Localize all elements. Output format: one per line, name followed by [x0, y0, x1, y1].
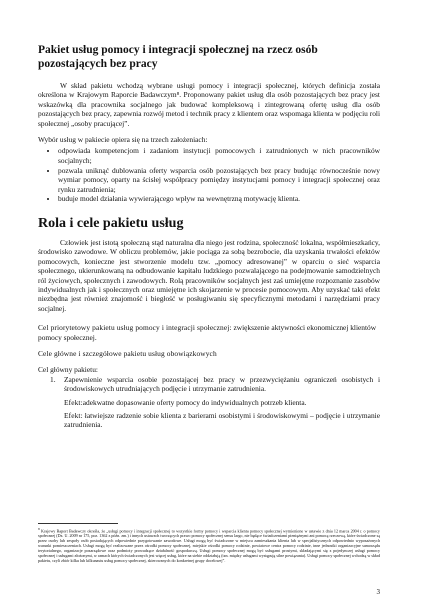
paragraph-role: Człowiek jest istotą społeczną stąd naturalna dla niego jest rodzina, społeczność lokalna, współmieszkańcy, środowisko zawodowe. W obliczu problemów, jakie pociąga za sobą bezrobocie, dla uzyskania trwałości efektów pomocowych, konieczne jest stworzenie modelu tzw. „pomocy adresowanej” w oparciu o sieć wsparcia społecznego, ukierunkowaną na odbudowanie kapitału ludzkiego pozwalającego na podejmowanie samodzielnych ról życiowych, społecznych i zawodowych. Rolą pracowników socjalnych jest zaś umiejętne rozpoznanie zasobów indywidualnych jak i społecznych oraz umiejętne ich skojarzenie w procesie pomocowym. Aby uzyskać taki efekt niezbędna jest również znajomość i biegłość w posługiwaniu się specyficznymi metodami i narzędziami pracy socjalnej. [38, 237, 380, 313]
page-number: 3 [376, 588, 380, 596]
main-goal-item [38, 375, 380, 394]
paragraph-priority-goal [38, 323, 380, 342]
section-heading-pakiet: Pakiet usług pomocy i integracji społecznej na rzecz osób pozostających bez pracy [38, 44, 318, 70]
goals-heading: Cele główne i szczegółowe pakietu usług obowiązkowych [38, 348, 217, 358]
effect-1-label: Efekt: [64, 397, 83, 407]
footnote-number: 8 [38, 527, 40, 531]
paragraph-intro: W skład pakietu wchodzą wybrane usługi pomocy i integracji społecznej, których definicja została określona w Krajowym Raporcie Badawczym⁸. Proponowany pakiet usług dla osób pozostających bez pracy jest wskazówką dla pracownika socjalnego jak budować kompleksową i zintegrowaną ofertę usług dla osób pozostających bez pracy, zapewnia rozwój metod i technik pracy z klientem oraz wspomaga klienta w podjęciu roli społecznej „osoby pracującej”. [38, 81, 380, 128]
effect-2-label: Efekt: [64, 410, 83, 420]
assumption-item: • odpowiada kompetencjom i zadaniom instytucji pomocowych i zatrudnionych w nich pracowników socjalnych; [58, 146, 380, 165]
main-goal-label: Cel główny pakietu: [38, 365, 98, 375]
assumptions-list [38, 146, 380, 203]
page-content [38, 44, 380, 430]
section-heading-rola: Rola i cele pakietu usług [38, 215, 184, 231]
priority-goal-text: zwiększenie aktywności ekonomicznej klientów pomocy społecznej. [38, 323, 377, 342]
footnote-8 [38, 527, 380, 563]
effect-1 [64, 398, 380, 407]
effect-1-text: adekwatne dopasowanie oferty pomocy do indywidualnych potrzeb klienta. [82, 397, 307, 407]
main-goal-number: 1. [50, 374, 56, 384]
priority-goal-label: Cel priorytetowy pakietu usług pomocy i integracji społecznej: [38, 323, 232, 333]
effect-2 [64, 411, 380, 430]
paragraph-assumptions-intro: Wybór usług w pakiecie opiera się na trzech założeniach: [38, 135, 208, 145]
effect-2-text: łatwiejsze radzenie sobie klienta z barierami osobistymi i środowiskowymi – podjęcie i utrzymanie zatrudnienia. [64, 410, 380, 430]
footnote-rule [38, 523, 118, 524]
footnote-text: Krajowy Raport Badawczy określa, że „usługi pomocy i integracji społecznej to wszystkie formy pomocy i wsparcia klienta pomocy społecznej wymienione w ustawie z dnia 12 marca 2004 r. o pomocy społecznej (Dz. U. 2009 nr 175, poz. 1362 z późn. zm.) i innych ustawach tworzących prawo pomocy społecznej sensu largo, nie będące świadczeniami pieniężnymi ani pomocą rzeczową, które świadczone są przez osoby lub zespoły osób posiadających odpowiednie przygotowanie zawodowe. Usługi mogą być świadczone w miejscu zamieszkania klienta lub w specjalistycznych odpowiednio wyposażonych warunki pomieszczeniach. Usługi mogą być realizowane przez ośrodki pomocy społecznej, miejskie ośrodki pomocy rodzinie, powiatowe centra pomocy rodzinie, inne jednostki organizacyjne samorządu terytorialnego, organizacje pozarządowe oraz podmioty prowadzące działalność gospodarczą. Usługi pomocy społecznej mogą być usługami prostymi, składającymi się z pojedynczej usługi pomocy społecznej i usługami złożonymi, w ramach których świadczonych jest więcej usług, które na siebie oddziałują (tzn. między usługami występują silne powiązania). Usługi pomocy społecznej wchodzą w skład pakietu, czyli zbiór kilku lub kilkunastu usług pomocy społecznej, skierowanych do konkretnej grupy docelowej”. [38, 528, 380, 564]
assumption-item: • pozwala uniknąć dublowania oferty wsparcia osób pozostających bez pracy budując równocześnie nowy wymiar pomocy, oparty na ścisłej współpracy pomiędzy instytucjami pomocy i integracji społecznej oraz rynku zatrudnienia; [58, 166, 380, 194]
footnote-block [38, 523, 380, 563]
effects-block [38, 398, 380, 430]
assumption-item: • buduje model działania wywierającego wpływ na wewnętrzną motywację klienta. [58, 194, 380, 203]
main-goal-text: Zapewnienie wsparcia osobie pozostającej bez pracy w przezwyciężaniu ograniczeń osobistych i środowiskowych utrudniających podjęcie i utrzymanie zatrudnienia. [64, 374, 380, 394]
